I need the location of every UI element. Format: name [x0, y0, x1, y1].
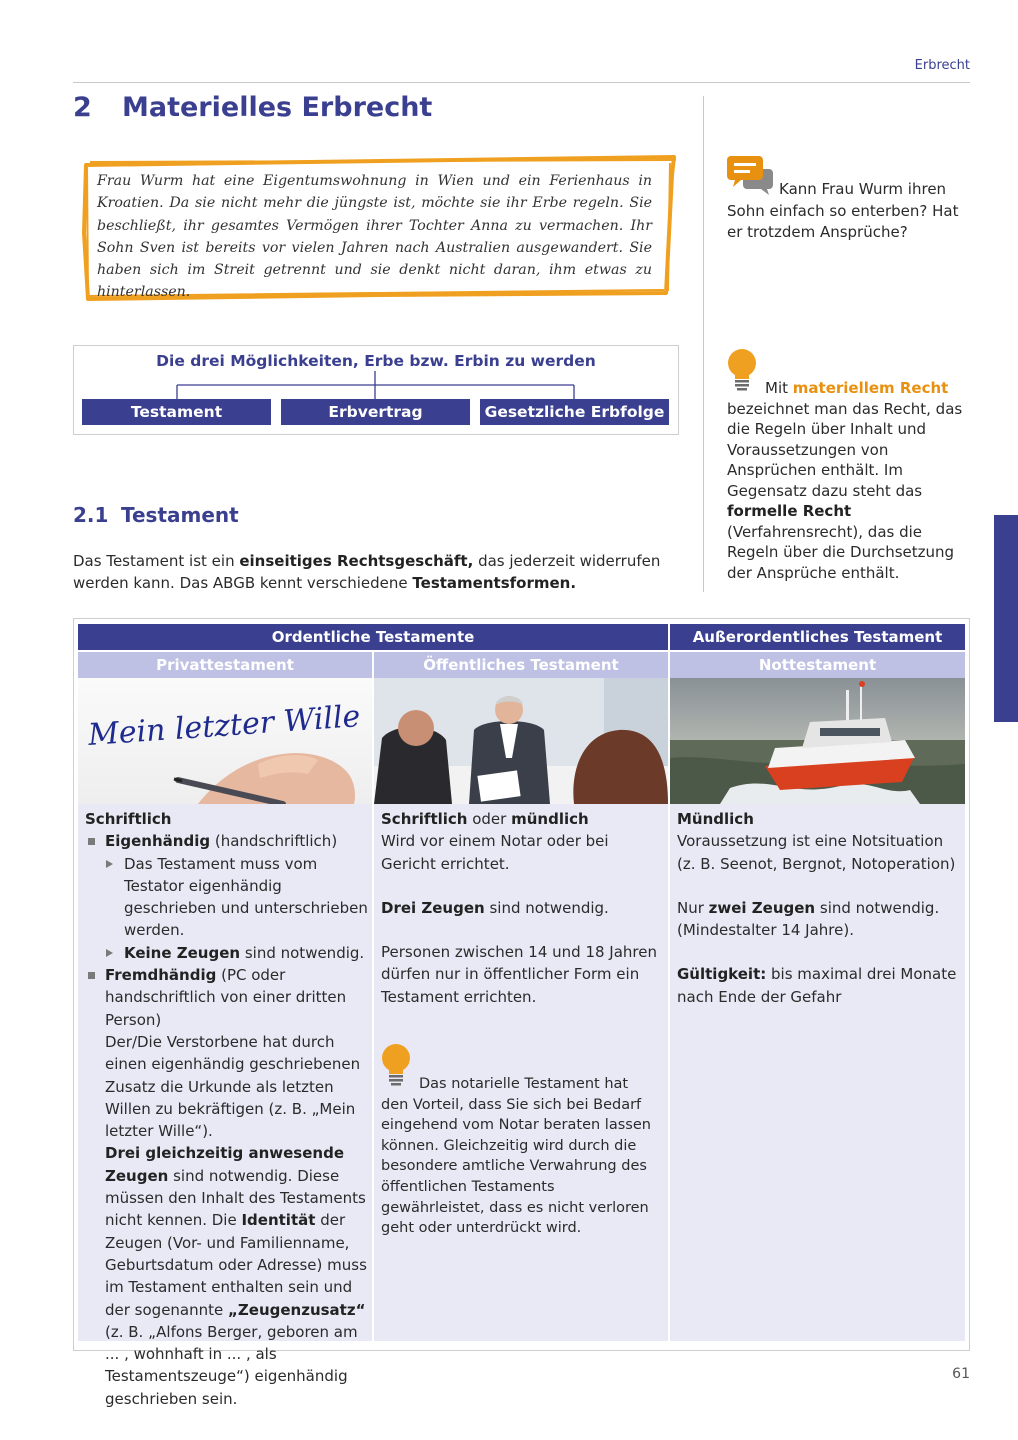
column-divider — [703, 96, 704, 592]
diagram-title: Die drei Möglichkeiten, Erbe bzw. Erbin zu werden — [156, 352, 596, 370]
diagram-box-testament: Testament — [82, 399, 271, 425]
section-number: 2.1 — [73, 503, 109, 527]
section-intro: Das Testament ist ein einseitiges Rechtsgeschäft, das jederzeit widerrufen werden kann. Das ABGB kennt verschiedene Testamentsformen. — [73, 552, 661, 592]
running-head: Erbrecht — [914, 58, 970, 73]
cell-private-testament: Schriftlich Eigenhändig (handschriftlich) Das Testament muss vom Testator eigenhändig geschrieben und unterschrieben werden. Keine Zeugen sind notwendig. Fremdhändig (PC oder handschriftlich von einer dritten Person) Der/Die Verstorbene hat durch einen eigenhändig geschriebenen Zusatz die Urkunde als letzten Willen zu bekräftigen (z. B. „Mein letzter Wille“). Drei gleichzeitig anwesende Zeugen sind notwendig. Diese müssen den Inhalt des Testaments nicht kennen. Die Identität der Zeugen (Vor- und Familienname, Geburtsdatum oder Adresse) muss im Testament enthalten sein und der sogenannte „Zeugenzusatz“ (z. B. „Alfons Berger, geboren am ... , wohnhaft in ... , als Testamentszeuge“) eigenhändig geschrieben sein. — [78, 804, 372, 1341]
rescue-boat-image — [670, 678, 965, 804]
scenario-text: Frau Wurm hat eine Eigentumswohnung in Wien und ein Ferienhaus in Kroatien. Da sie nicht mehr die jüngste ist, möchte sie ihr Erbe regeln. Sie beschließt, ihr gesamtes Vermögen ihrer Tochter Anna zu vermachen. Ihr Sohn Sven ist bereits vor vielen Jahren nach Australien ausgewandert. Sie haben sich im Streit getrennt und sie denkt nicht daran, ihm etwas zu hinterlassen. — [97, 173, 652, 301]
header-extraordinary: Außerordentliches Testament — [670, 624, 965, 650]
cell-emergency-testament: Mündlich Voraussetzung ist eine Notsituation (z. B. Seenot, Bergnot, Notoperation) Nur zwei Zeugen sind notwendig. (Mindestalter 14 Jahre). Gültigkeit: bis maximal drei Monate nach Ende der Gefahr — [670, 804, 965, 1341]
subheader-emergency: Nottestament — [670, 652, 965, 678]
cell-public-testament: Schriftlich oder mündlich Wird vor einem Notar oder bei Gericht errichtet. Drei Zeugen sind notwendig. Personen zwischen 14 und 18 Jahren dürfen nur in öffentlicher Form ein Testament errichten. Das notarielle Testament hat den Vorteil, dass Sie sich bei Bedarf eingehend vom Notar beraten lassen können. Gleichzeitig wird durch die besondere amtliche Verwahrung des öffentlichen Testaments gewährleistet, dass es nicht verloren geht oder unterdrückt wird. — [374, 804, 668, 1341]
page-number: 61 — [952, 1366, 970, 1382]
subheader-private: Privattestament — [78, 652, 372, 678]
sidebar-question: Kann Frau Wurm ihren Sohn einfach so enterben? Hat er trotzdem Ansprüche? — [727, 180, 959, 241]
chapter-tab — [994, 515, 1018, 722]
chapter-title: Materielles Erbrecht — [122, 92, 433, 123]
sidebar-tip: Mit materiellem Recht bezeichnet man das Recht, das die Regeln über Inhalt und Voraussetzungen von Ansprüchen enthält. Im Gegensatz dazu steht das formelle Recht (Verfahrensrecht), das die Regeln über die Durchsetzung der Ansprüche enthält. — [727, 379, 963, 582]
notary-tip: Das notarielle Testament hat den Vorteil, dass Sie sich bei Bedarf eingehend vom Notar beraten lassen können. Gleichzeitig wird durch die besondere amtliche Verwahrung des öffentlichen Testaments gewährleistet, dass es nicht verloren geht oder unterdrückt wird. — [381, 1076, 651, 1237]
list-item: Keine Zeugen sind notwendig. — [85, 942, 369, 964]
diagram-connectors — [73, 345, 679, 405]
diagram-box-erbvertrag: Erbvertrag — [281, 399, 470, 425]
chapter-heading — [73, 92, 432, 123]
header-ordinary: Ordentliche Testamente — [78, 624, 668, 650]
section-title: Testament — [121, 503, 239, 527]
subheader-public: Öffentliches Testament — [374, 652, 668, 678]
handwriting-image — [78, 678, 372, 804]
section-heading — [73, 503, 239, 527]
list-item: Fremdhändig (PC oder handschriftlich von einer dritten Person) — [85, 964, 369, 1031]
notary-meeting-image — [374, 678, 668, 804]
header-rule — [73, 82, 970, 83]
list-item: Das Testament muss vom Testator eigenhändig geschrieben und unterschrieben werden. — [85, 853, 369, 942]
chapter-number: 2 — [73, 92, 92, 123]
list-item: Eigenhändig (handschriftlich) — [85, 830, 369, 852]
handwriting-caption: Mein letzter Wille — [86, 699, 362, 754]
diagram-box-gesetzliche-erbfolge: Gesetzliche Erbfolge — [480, 399, 669, 425]
